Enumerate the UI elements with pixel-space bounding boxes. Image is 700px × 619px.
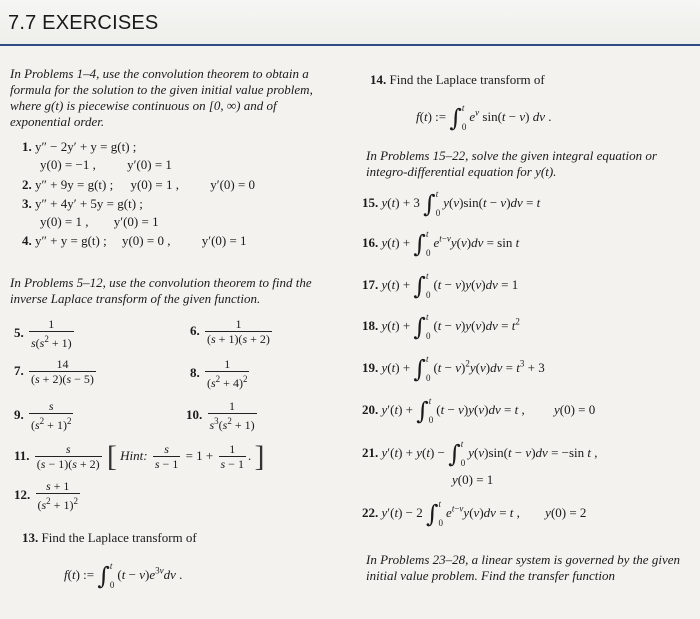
problem-8: 8. $\frac{1}{(s^2 + 4)^2}$ [190, 357, 248, 390]
problem-6: 6. $\frac{1}{(s + 1)(s + 2)}$ [190, 317, 270, 346]
problem-15: 15. y(t) + 3 ∫ t 0 y(v)sin(t − v)dv = t [362, 189, 541, 218]
problem-11: 11. $\frac{s}{(s - 1)(s + 2)}$ [ Hint: $\frac{s}{s - 1}$ = 1 + $\frac{1}{s - 1}$ . ] [14, 440, 265, 473]
problem-17: 17. y(t) + ∫ t 0 (t − v)y(v)dv = 1 [362, 271, 519, 300]
problem-4: 4. y″ + y = g(t) ; y(0) = 0 , y′(0) = 1 [22, 233, 247, 248]
section-header [0, 0, 700, 46]
problem-13-formula: f(t) := ∫ t 0 $(t - v)e^{3v}dv$ . [64, 561, 183, 590]
hint-label: Hint: [120, 447, 148, 463]
problem-10: 10. $\frac{1}{s^3(s^2 + 1)}$ [186, 399, 255, 432]
problems-5-12-instructions: In Problems 5–12, use the convolution theorem to find the inverse Laplace transform of the given function. [10, 275, 312, 306]
problem-5: 5. $\frac{1}{s(s^2 + 1)}$ [14, 317, 72, 350]
problem-21: 21. y′(t) + y(t) − ∫ t 0 y(v)sin(t − v)dv = −sin t , [362, 439, 598, 468]
problem-19: 19. y(t) + ∫ t 0 $(t - v)^2y(v)dv = t^3 + 3$ [362, 354, 545, 383]
problem-2: 2. y″ + 9y = g(t) ; y(0) = 1 , y′(0) = 0 [22, 177, 256, 192]
problem-22: 22. y′(t) − 2 ∫ t 0 $e^{t-v}y(v)dv = t$ , y(0) = 2 [362, 499, 587, 528]
problems-15-22-instructions: In Problems 15–22, solve the given integral equation or integro-differential equation for y(t). [366, 148, 657, 179]
problem-9: 9. $\frac{s}{(s^2 + 1)^2}$ [14, 399, 72, 432]
problem-1: 1. y″ − 2y′ + y = g(t) ; [22, 139, 137, 154]
problems-23-28-instructions: In Problems 23–28, a linear system is governed by the given initial value problem. Find the transfer function [366, 552, 680, 583]
problem-3: 3. y″ + 4y′ + 5y = g(t) ; [22, 196, 143, 211]
problem-13: 13. Find the Laplace transform of [22, 530, 197, 545]
problem-21-condition: y(0) = 1 [452, 472, 494, 487]
problem-18: 18. y(t) + ∫ t 0 $(t - v)y(v)dv = t^2$ [362, 312, 520, 341]
problem-20: 20. y′(t) + ∫ t 0 (t − v)y(v)dv = t , y(0) = 0 [362, 396, 596, 425]
problem-3-conditions: y(0) = 1 , y′(0) = 1 [40, 214, 159, 229]
problem-14: 14. Find the Laplace transform of [370, 72, 545, 87]
problem-7: 7. $\frac{14}{(s + 2)(s - 5)}$ [14, 357, 94, 386]
problem-12: 12. $\frac{s + 1}{(s^2 + 1)^2}$ [14, 479, 78, 512]
problem-1-conditions: y(0) = −1 , y′(0) = 1 [40, 157, 172, 172]
problem-14-formula: f(t) := ∫ t 0 $e^v$ sin(t − v) dv . [416, 103, 552, 132]
problem-16: 16. y(t) + ∫ t 0 $e^{t-v}y(v)dv = \sin t$ [362, 229, 520, 258]
section-title: 7.7 EXERCISES [8, 12, 159, 34]
problems-1-4-instructions: In Problems 1–4, use the convolution theorem to obtain a formula for the solution to the given initial value problem, where g(t) is piecewise continuous on [0, ∞) and of exponential order. [10, 66, 313, 129]
